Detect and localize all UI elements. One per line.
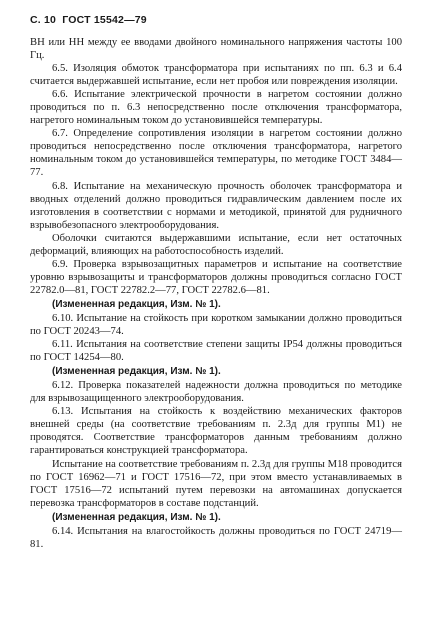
page-header xyxy=(30,14,402,28)
paragraph: 6.5. Изоляция обмоток трансформатора при испытаниях по пп. 6.3 и 6.4 считается выдержавшей испытание, если нет пробоя или повреждения изоляции. xyxy=(30,63,402,88)
revision-note: (Измененная редакция, Изм. № 1). xyxy=(52,298,221,310)
paragraph: 6.13. Испытания на стойкость к воздействию механических факторов внешней среды (на соответствие требованиям п. 2.3д для группы М1) не проводятся. Соответствие трансформаторов данным требованиям должно гарантироваться конструкцией трансформатора. xyxy=(30,406,402,457)
revision-note: (Измененная редакция, Изм. № 1). xyxy=(52,366,221,378)
paragraph: 6.10. Испытание на стойкость при коротком замыкании должно проводиться по ГОСТ 20243—74. xyxy=(30,312,402,338)
paragraph: 6.11. Испытания на соответствие степени защиты IP54 должны проводиться по ГОСТ 14254—80. xyxy=(30,339,402,364)
paragraph: 6.9. Проверка взрывозащитных параметров и испытание на соответствие уровню взрывозащиты и трансформаторов должны проводиться согласно ГОСТ 22782.0—81, ГОСТ 22782.2—77, ГОСТ 22782.6—81. xyxy=(30,258,402,296)
paragraph: Испытание на соответствие требованиям п. 2.3д для группы М18 проводится по ГОСТ 16962—71 и ГОСТ 17516—72, при этом вместо устанавливаемых в ГОСТ 17516—72 испытаний путем перевозки на автомашинах допускается перевозка трансформаторов в составе подстанций. xyxy=(30,458,402,509)
revision-note: (Измененная редакция, Изм. № 1). xyxy=(52,511,221,523)
paragraph: Оболочки считаются выдержавшими испытание, если нет остаточных деформаций, влияющих на работоспособность изделий. xyxy=(30,232,402,257)
paragraph: 6.14. Испытания на влагостойкость должны проводиться по ГОСТ 24719—81. xyxy=(30,525,402,550)
paragraph: 6.12. Проверка показателей надежности должна проводиться по методике для взрывозащищенного электрооборудования. xyxy=(30,380,402,405)
paragraph: ВН или НН между ее вводами двойного номинального напряжения частоты 100 Гц. xyxy=(30,37,402,62)
page-number: С. 10 xyxy=(30,14,57,26)
document-body xyxy=(30,36,402,551)
standard-designation: ГОСТ 15542—79 xyxy=(62,14,147,26)
paragraph: 6.7. Определение сопротивления изоляции в нагретом состоянии должно проводиться непосредственно после отключения трансформатора, нагретого номинальным током до установившейся температуры, по методике ГОСТ 3484—77. xyxy=(30,128,402,179)
document-page xyxy=(30,14,402,551)
paragraph: 6.6. Испытание электрической прочности в нагретом состоянии должно проводиться по п. 6.3 непосредственно после отключения трансформатора, нагретого номинальным током до установившейся температуры. xyxy=(30,89,402,127)
paragraph: 6.8. Испытание на механическую прочность оболочек трансформатора и вводных отделений должно проводиться гидравлическим давлением после их изготовления в соответствии с нормами и методикой, принятой для рудничного взрывобезопасного электрооборудования. xyxy=(30,180,402,231)
